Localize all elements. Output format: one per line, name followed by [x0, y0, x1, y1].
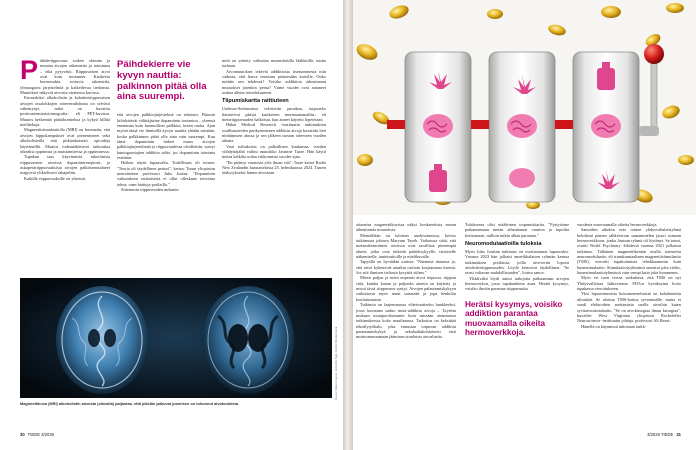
brain-icon [507, 114, 537, 138]
page-gutter [343, 0, 353, 450]
left-column-3 [222, 58, 326, 270]
paragraph: Samoihin aikohin eräs toinen yhdysvaltalaistyhmä kohdistui pienen sähkövirran samanmielen jasori osmaan hermoverkkoon, jonka Joutsan ryhmä oli löytänyt. Se toimi, osoitti World Psychiatry -lehdessä vuonna 2021 julkaistu tutkimus. Tällainen magneettikentän avulla toteutettu neuromodulaatio, eli transkraniaalinen magneettistimulaatio (TMS), vieroitti tupakoinnista tehokkaammin kuin lumestimulaatio. Stimulaatiotyyhmässä onnistui joka viides, lumestimulaatiotyhmässä vain vempi kuin joka kymmenes. [577, 227, 681, 276]
right-column-2 [465, 222, 569, 427]
paragraph: äihderiippuvuus sotkee ohimän ja muutaa aivojen rakennetta ja toimintaa – eikä pysyvästi. Riippuvaisen aivot ovat kuin nostanner. Kaukevia hermosuhia, sortuvia rakenteita, ylimaagoria järjestelmiä ja katkeilevaa tiedonsta. Muutokset näkyvät aivoista otettuissa kuvissa. [20, 58, 110, 96]
paragraph: "En päässyt vuonosta ylös ilman sitä", Taare kertoi Radio New Zealandin haastattelussa 25. helmikuussa 2024. Taaren äärkytykseksi hänen aivostaan [222, 159, 326, 176]
page-number: 31 [676, 432, 681, 437]
right-column-3 [577, 222, 681, 427]
page-folio [647, 432, 684, 437]
image-caption: Magneettikuva (MRI) alkoholistin aivoista (oikealla) paljastaa, että pikkiän jatkuvat juomisen on tuhonnut aivokudoista. [20, 401, 240, 406]
paragraph: Myös Juho Joutsan tutkimus on osoittautunut lupaavaksi. Vuonna 2023 hän julkaisi amerikkalaisen ryhmän kanssa tutkimuksen potilaista, joilla aivoveriin loposti aivokrittiriippuvuuden. Löydö kertoivat täydellinen. "Se avasi valtavan mahdollisuuden", Joutsa sanoo. [465, 248, 569, 276]
paragraph: Yliääiväkä löydi autiot tutkijoita palkaamaan aivojen hermoverkon, jossa tupakanhimo asuu. Herätä kysymys, voisiko ilmiön parantaa riippuvuutta [465, 275, 569, 292]
paragraph: Tupakan taas käyvinnistä nikotiinista riippuvaisten aivoissa dopamiinireseptorit, ja uskaperäriippuvuuksista aivojen palkitsemisalueet reagoivat ylikielisesti rahapeliin. [20, 154, 110, 176]
left-column-1 [20, 58, 110, 268]
slot-machine-graphic [353, 0, 696, 215]
paragraph: Yksi lupaavimmista hoitomenetelmistä on kohdennettu ultraääni. Se ulottuu TMS-hoitoa syvemmälle, mutta ei vaadi elektrodien asettamista suolle aivoihin kuten syväaivostimulaatio. "Se on aivokirurgiaa ilman kirurgiaa", kuvailee West Virginian yliopiston Rockefeller Neuroscience -instituutin johtaja, professori Ali Rezai. [577, 291, 681, 324]
paragraph: Tulokseesa olisi erääleinen toipumiskartta. "Pystyisime paikantamaan metan aiheuttamat vaurion ja tupoilta kerttomaan, milloin mikin alkaa parantua." [465, 222, 569, 238]
paragraph: Sittemmin riippuvuuden mekanis- [121, 187, 180, 192]
paragraph: Vaut toiltuksista on palkallinen kuulumaa, vuoden viihdyttäjältä valittu muusikko Jasmine Taare. Hän käytti metaa kalkilia uulaa viitkonnista vuodee ajan. [222, 143, 326, 160]
page-folio [20, 432, 54, 437]
right-page [353, 0, 696, 450]
left-column-2 [117, 58, 215, 270]
left-page [0, 0, 343, 450]
paragraph: vuodesta muovaamalla oikeita hermoverkkoja. [577, 222, 658, 227]
paragraph: Tapyöllä on hyvääkin uutisia: "Näemme dataesta jo, että aivot kykenevät ainakin osittain korjaamaan itsensä. Jos sitä ihmisen tieltasta kysyttiä siihen." [356, 259, 456, 276]
paragraph: Häkai Medical Research -instituutin tutkimuksen osallistuneiden parikymmenen addiktin aivoja kuvattiin heti niittiämisen alussa ja sen jälkeen useaan otteeseen vuoden aikana. [222, 122, 326, 144]
paragraph: Magneettistimulaatiolla (MRI) on huomattu, että aivojen hippokampukset ovat pienentyneet sekä alkoholisteilla että pitkäaikaisesti opioideja käyttäneillä. Muutos todennäköisesti taikouttaa oikeaksi oppimista ja muistamisessa ja oppimisessa. [20, 127, 110, 154]
paragraph: Esimerkiksi alkoholistin ja kokaiiniriippuvaisen aivojen otsalohkojen aineenvaihdunta on selvästi vähentynyt, mikä on havaittu positroniemissiotomografia- eli PET-kuvissa. Muutos heikentää päätöksentekoa ja kykyä hillitä mielitekoja. [20, 95, 110, 128]
paragraph: Kaikille riippuvuuksille on yhteistä, [24, 175, 86, 181]
pull-quote: Herätsi kysymys, voisiko addiktion parantaa muovaamalla oikeita hermoverkkoja. [465, 299, 563, 337]
slot-lever-icon [639, 44, 664, 136]
right-column-1 [356, 222, 456, 427]
paragraph: Menetillään on tulosten analysoinnissa, kertoo tutkimusta johtava Maryam Tayeb. Vaikutusa sitää, että metamfetamiinien aivoissa ovat tavallista pienempiä alueet, jotka ovat tärkeitä päätöksykyylle, tietoiselle näkemiselle, tunteisatioille ja mielikuvalle. [356, 232, 456, 260]
brain-icon [423, 114, 453, 138]
brain-icon [509, 168, 535, 188]
magazine-issue: TIEDE 3/2026 [27, 432, 54, 437]
mri-scan-alcoholic [202, 286, 294, 394]
mri-brain-scan-illustration [20, 278, 332, 398]
paragraph: että aivojen palkkiojärjestelmä on sekaisin. Pääosin kiihdyttävät välittäjäaine dopamiinin tuotantoa – yleensä enemmän kuin luonnolliset palkkiot, kuten ruoka. Ajan myötä tämä vie ihmisellä kyvyn nauttia yhtään mistään, koska palkkinnon pitää olla aina vain suurempi. Kun tämä dopamiinin tärkeä osuus aivojen palkkiojärjestelmää ja riippuvuudessa olvallettiin, syntyi kuntoguasiajien addiktio taltio, jos dopamiinin toiminta estetään. [117, 112, 215, 160]
photo-credit: Kuvat: Matteo Gavio, Actividy/ Tagi, Getty/ Shutterstock [334, 326, 338, 400]
paragraph: Myös eri tuon vertaa vaikuttava, että TMS on nyt Yhdysvalloissa lääkevirasto FDA:n hyväksymä hoito tupakassa vieroitukseen. [577, 275, 681, 292]
subheading: Neuromodulaatioilla tuloksia [465, 241, 542, 248]
paragraph: Hetken näytti lupaavalta. Todellisuus oli toinen: "Teoria oli täydellinen petturi", kertoo Turun yliopiston neurotieteen professori Juho Joutsa. "Dopamiinin vaikutuksen estämisestä ei ollut olleskaan toivottua tehoa, vaan haittoja potilailla." [117, 160, 215, 187]
paragraph: Hänellä on käynnissä tuhomaat tarkk- [581, 323, 647, 329]
paragraph: Mieen paljon ja mien nopeasti aivot toipuvat, riippuu siitä, kuinka kauan ja paljonko ainetta on käytetty ja missä iässä riippuvuus syntyi. Aivojen palautumiskykyyn vaikuttavat myös muut sairaudet ja jopa henkilön koulutustausta. [356, 275, 456, 302]
magazine-issue: 3/2026 TIEDE [647, 432, 674, 437]
page-number: 30 [20, 432, 25, 437]
paragraph: Tutkimia on laajemmassa vlitetvaatieeku hankkeeksi, jossa kuvataan saduo meta-addiktin aivoja – Tayebin mukaan monipuolisemmin kuin missään aiemmassa tutkimuksessa koko maailmassa. Tarkoitus on keksittää tekoälytyökalu, joka ennustaa toipuvan addiktin parantumiskykyä ja sekalaaltukohtaisesti etsii muistonseurantaan jäämisen siunlaista aivoalueita. [356, 302, 456, 340]
mri-scan-healthy [56, 286, 148, 394]
paragraph: mitä on yritetty vaikuttaa monenlaisilla lääkkeillä, mutta turhaan. [222, 58, 326, 69]
slot-machine-illustration [353, 0, 696, 215]
paragraph: ottaneisa magneettikuvissa näkyi konkreettisia metan aiheuttamia muutoksia. [356, 222, 456, 233]
paragraph: Uudesse-Seelannissa selvitetiin paraikaa, tutpoaeko ihmiseivat päästä kasiksteen meramattamaliin– eli metariippuvuuden halkoista, kun aineet käytetti lopetetaan. [222, 106, 326, 122]
headline: Päihdekierre vie kyvyn nauttia: palkinnon pitää olla aina suurempi. [117, 59, 207, 103]
mri-brain-image [20, 278, 332, 398]
paragraph: Aivomuutokset tekevät addiktiosta itsestamisesta niin vaikeaa, että harva onnistuu pääsemään kuivilla. Onko mitään sen tehdessä? Voisiko addiktion aiheuttamat muutokset jotenkin peruа? Viime vuodet ovat antaneet asittaa alletta toiveikkuuteen. [222, 68, 326, 96]
drop-cap: P [20, 58, 39, 85]
brain-icon [591, 114, 621, 138]
subheading: Tiipumiskartta raittiuteen [222, 98, 289, 105]
